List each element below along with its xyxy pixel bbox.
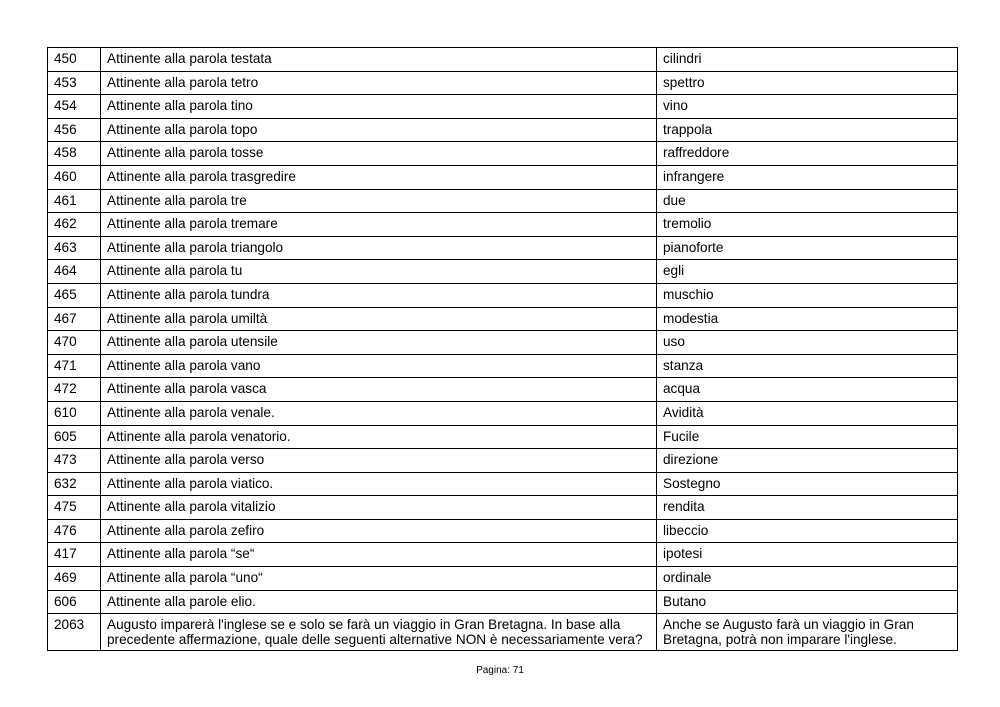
question-id-cell: 471 (48, 354, 101, 378)
quiz-table-body (48, 48, 958, 651)
question-cell: Attinente alla parola umiltà (101, 307, 657, 331)
table-row (48, 614, 958, 651)
question-cell: Attinente alla parola “se“ (101, 543, 657, 567)
table-row (48, 189, 958, 213)
question-id-cell: 417 (48, 543, 101, 567)
question-id-cell: 470 (48, 331, 101, 355)
table-row (48, 472, 958, 496)
table-row (48, 142, 958, 166)
table-row (48, 567, 958, 591)
table-row (48, 118, 958, 142)
table-row (48, 95, 958, 119)
answer-cell: vino (657, 95, 958, 119)
answer-cell: ipotesi (657, 543, 958, 567)
question-id-cell: 606 (48, 590, 101, 614)
question-cell: Attinente alla parola “uno“ (101, 567, 657, 591)
question-cell: Attinente alla parola vasca (101, 378, 657, 402)
quiz-table (47, 47, 958, 651)
answer-cell: Anche se Augusto farà un viaggio in Gran Bretagna, potrà non imparare l'inglese. (657, 614, 958, 651)
answer-cell: Butano (657, 590, 958, 614)
table-row (48, 519, 958, 543)
question-id-cell: 453 (48, 71, 101, 95)
table-row (48, 165, 958, 189)
question-id-cell: 450 (48, 48, 101, 72)
page-number: Pagina: 71 (476, 665, 524, 676)
question-id-cell: 462 (48, 213, 101, 237)
question-id-cell: 456 (48, 118, 101, 142)
question-id-cell: 610 (48, 401, 101, 425)
table-row (48, 283, 958, 307)
question-cell: Attinente alla parole elio. (101, 590, 657, 614)
answer-cell: acqua (657, 378, 958, 402)
answer-cell: rendita (657, 496, 958, 520)
answer-cell: ordinale (657, 567, 958, 591)
answer-cell: egli (657, 260, 958, 284)
question-id-cell: 465 (48, 283, 101, 307)
answer-cell: libeccio (657, 519, 958, 543)
question-cell: Attinente alla parola venatorio. (101, 425, 657, 449)
question-id-cell: 469 (48, 567, 101, 591)
question-cell: Attinente alla parola tetro (101, 71, 657, 95)
answer-cell: tremolio (657, 213, 958, 237)
answer-cell: Sostegno (657, 472, 958, 496)
answer-cell: Fucile (657, 425, 958, 449)
answer-cell: cilindri (657, 48, 958, 72)
question-cell: Attinente alla parola vitalizio (101, 496, 657, 520)
table-row (48, 425, 958, 449)
table-row (48, 378, 958, 402)
question-cell: Attinente alla parola venale. (101, 401, 657, 425)
answer-cell: muschio (657, 283, 958, 307)
question-cell: Attinente alla parola vano (101, 354, 657, 378)
question-id-cell: 463 (48, 236, 101, 260)
answer-cell: stanza (657, 354, 958, 378)
question-id-cell: 460 (48, 165, 101, 189)
question-id-cell: 475 (48, 496, 101, 520)
question-id-cell: 605 (48, 425, 101, 449)
question-cell: Attinente alla parola zefiro (101, 519, 657, 543)
question-cell: Attinente alla parola tino (101, 95, 657, 119)
question-id-cell: 467 (48, 307, 101, 331)
table-row (48, 307, 958, 331)
table-row (48, 401, 958, 425)
question-cell: Attinente alla parola tosse (101, 142, 657, 166)
question-cell: Attinente alla parola tu (101, 260, 657, 284)
question-id-cell: 2063 (48, 614, 101, 651)
answer-cell: trappola (657, 118, 958, 142)
table-row (48, 260, 958, 284)
answer-cell: raffreddore (657, 142, 958, 166)
table-row (48, 331, 958, 355)
question-cell: Attinente alla parola triangolo (101, 236, 657, 260)
question-id-cell: 461 (48, 189, 101, 213)
answer-cell: uso (657, 331, 958, 355)
answer-cell: direzione (657, 449, 958, 473)
question-cell: Attinente alla parola viatico. (101, 472, 657, 496)
question-cell: Attinente alla parola topo (101, 118, 657, 142)
answer-cell: pianoforte (657, 236, 958, 260)
question-cell: Attinente alla parola trasgredire (101, 165, 657, 189)
table-row (48, 590, 958, 614)
table-row (48, 354, 958, 378)
question-cell: Attinente alla parola tundra (101, 283, 657, 307)
answer-cell: Avidità (657, 401, 958, 425)
answer-cell: modestia (657, 307, 958, 331)
question-cell: Attinente alla parola utensile (101, 331, 657, 355)
question-id-cell: 454 (48, 95, 101, 119)
question-cell: Attinente alla parola verso (101, 449, 657, 473)
question-id-cell: 472 (48, 378, 101, 402)
answer-cell: due (657, 189, 958, 213)
question-cell: Attinente alla parola testata (101, 48, 657, 72)
answer-cell: infrangere (657, 165, 958, 189)
question-cell: Attinente alla parola tre (101, 189, 657, 213)
table-row (48, 71, 958, 95)
table-row (48, 449, 958, 473)
table-row (48, 213, 958, 237)
question-id-cell: 458 (48, 142, 101, 166)
question-id-cell: 632 (48, 472, 101, 496)
question-id-cell: 464 (48, 260, 101, 284)
question-cell: Attinente alla parola tremare (101, 213, 657, 237)
question-id-cell: 473 (48, 449, 101, 473)
table-row (48, 48, 958, 72)
table-row (48, 543, 958, 567)
answer-cell: spettro (657, 71, 958, 95)
table-row (48, 496, 958, 520)
question-id-cell: 476 (48, 519, 101, 543)
table-row (48, 236, 958, 260)
question-cell: Augusto imparerà l'inglese se e solo se farà un viaggio in Gran Bretagna. In base alla precedente affermazione, quale delle seguenti alternative NON è necessariamente vera? (101, 614, 657, 651)
